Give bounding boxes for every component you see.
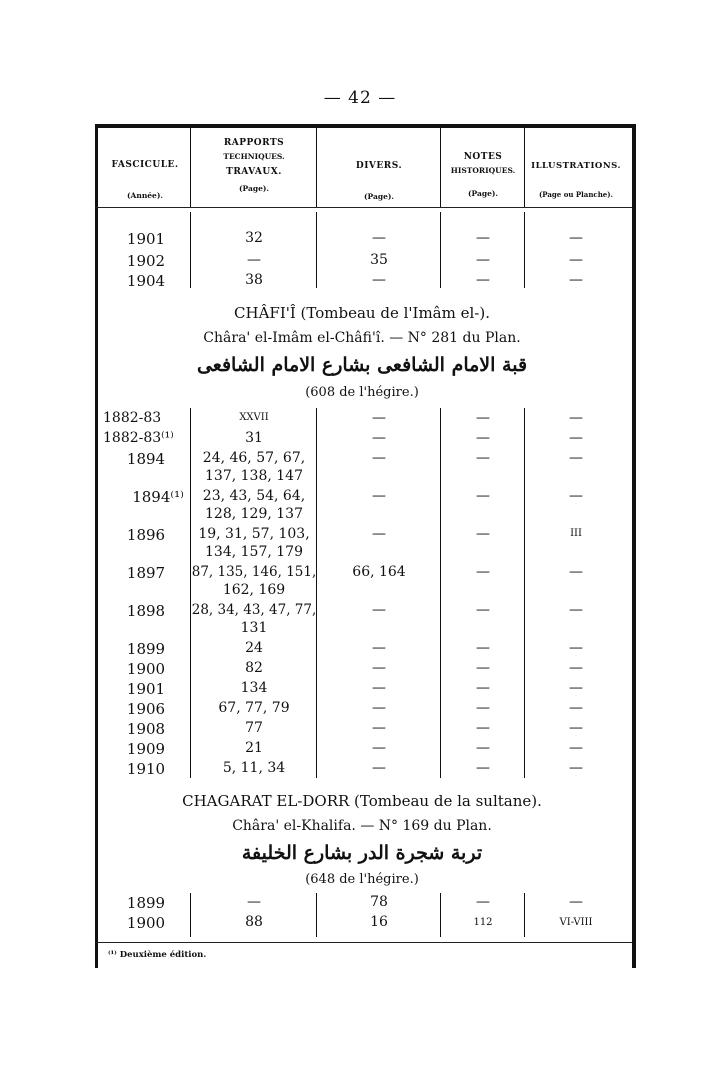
divers-cell: — <box>372 720 386 736</box>
rapports-cell: 38 <box>245 272 263 288</box>
illus-cell: — <box>569 680 583 696</box>
notes-cell: — <box>476 252 490 268</box>
header-rapports-3: TRAVAUX. <box>226 166 282 177</box>
year-cell: 1882-83⁽¹⁾ <box>103 430 174 446</box>
year-cell: 1901 <box>126 680 166 698</box>
notes-cell: — <box>476 760 490 776</box>
notes-cell: — <box>476 720 490 736</box>
rapports-cell: 134 <box>240 680 268 696</box>
illus-cell: — <box>569 430 583 446</box>
page-number: — 42 — <box>323 88 397 108</box>
b3-divider-2 <box>316 893 317 937</box>
b1-divider-3 <box>440 212 441 288</box>
header-divers-sub: (Page). <box>363 191 395 201</box>
rapports-cell-cont: 128, 129, 137 <box>205 506 303 522</box>
year-cell: 1906 <box>126 700 166 718</box>
rapports-cell: 88 <box>245 914 263 930</box>
b1-divider-2 <box>316 212 317 288</box>
illus-cell: — <box>569 640 583 656</box>
header-illus-sub: (Page ou Planche). <box>538 190 613 200</box>
illus-cell: — <box>569 720 583 736</box>
notes-cell: — <box>476 700 490 716</box>
header-divider-2 <box>316 128 317 207</box>
divers-cell: — <box>372 450 386 466</box>
illus-cell: — <box>569 488 583 504</box>
section-arabic-chagarat: تربة شجرة الدر بشارع الخليفة <box>241 842 483 864</box>
rapports-cell: 23, 43, 54, 64, <box>202 488 306 504</box>
notes-cell: — <box>476 488 490 504</box>
divers-cell: — <box>372 680 386 696</box>
b3-divider-1 <box>190 893 191 937</box>
notes-cell: — <box>476 564 490 580</box>
section-title-chagarat: CHAGARAT EL-DORR (Tombeau de la sultane). <box>182 792 542 810</box>
b3-divider-3 <box>440 893 441 937</box>
header-notes-sub: (Page). <box>467 188 499 198</box>
illus-cell: — <box>569 272 583 288</box>
year-cell: 1899 <box>126 894 166 912</box>
divers-cell: 78 <box>370 894 388 910</box>
rapports-cell: XXVII <box>239 412 269 423</box>
section-arabic-chafii: قبة الامام الشافعى بشارع الامام الشافعى <box>196 354 528 376</box>
illus-cell: — <box>569 252 583 268</box>
header-divers <box>318 161 440 201</box>
header-fascicule <box>100 160 190 200</box>
notes-cell: — <box>476 894 490 910</box>
divers-cell: — <box>372 488 386 504</box>
illus-cell: — <box>569 602 583 618</box>
rapports-cell: 19, 31, 57, 103, <box>198 526 310 542</box>
rapports-cell: 5, 11, 34 <box>222 760 286 776</box>
year-cell: 1899 <box>126 640 166 658</box>
rapports-cell-cont: 137, 138, 147 <box>205 468 303 484</box>
notes-cell: — <box>476 272 490 288</box>
header-fascicule-sub: (Année). <box>127 190 163 200</box>
header-illus-label: ILLUSTRATIONS. <box>531 161 621 171</box>
divers-cell: — <box>372 526 386 542</box>
header-rapports-sub: (Page). <box>238 183 270 193</box>
notes-cell: — <box>476 430 490 446</box>
illus-cell: — <box>569 564 583 580</box>
b2-divider-3 <box>440 408 441 778</box>
year-cell: 1898 <box>126 602 166 620</box>
header-rapports-1: RAPPORTS <box>223 138 285 148</box>
section-hegira-chagarat: (648 de l'hégire.) <box>305 872 419 887</box>
section-street-chagarat: Châra' el-Khalifa. — N° 169 du Plan. <box>232 818 492 834</box>
rapports-cell-cont: 131 <box>240 620 268 636</box>
year-cell: 1894 <box>126 450 166 468</box>
section-hegira-chafii: (608 de l'hégire.) <box>305 385 419 400</box>
year-cell: 1896 <box>126 526 166 544</box>
rapports-cell: — <box>247 252 261 268</box>
notes-cell: — <box>476 410 490 426</box>
rapports-cell: 28, 34, 43, 47, 77, <box>191 602 317 618</box>
header-fascicule-label: FASCICULE. <box>111 160 179 170</box>
section-title-chafii: CHÂFI'Î (Tombeau de l'Imâm el-). <box>234 304 490 322</box>
illus-cell: VI-VIII <box>559 917 593 928</box>
year-cell: 1882-83 <box>103 410 162 426</box>
rapports-cell: 21 <box>245 740 263 756</box>
divers-cell: — <box>372 272 386 288</box>
header-divider-4 <box>524 128 525 207</box>
header-notes <box>442 152 524 198</box>
b2-divider-1 <box>190 408 191 778</box>
illus-cell: — <box>569 894 583 910</box>
year-cell: 1894⁽¹⁾ <box>132 488 184 506</box>
rapports-cell: — <box>247 894 261 910</box>
section-street-chafii: Châra' el-Imâm el-Châfi'î. — N° 281 du Plan. <box>203 330 521 346</box>
header-rapports <box>192 138 316 193</box>
header-rapports-2: TECHNIQUES. <box>223 151 285 161</box>
year-cell: 1909 <box>126 740 166 758</box>
divers-cell: — <box>372 700 386 716</box>
header-illustrations <box>526 161 626 200</box>
notes-cell: 112 <box>473 917 493 928</box>
header-notes-2: HISTORIQUES. <box>450 165 516 175</box>
footnote: ⁽¹⁾ Deuxième édition. <box>108 950 207 960</box>
rapports-cell: 24 <box>245 640 263 656</box>
year-cell: 1897 <box>126 564 166 582</box>
illus-cell: — <box>569 410 583 426</box>
illus-cell: — <box>569 660 583 676</box>
header-divider-1 <box>190 128 191 207</box>
divers-cell: — <box>372 660 386 676</box>
header-divider-3 <box>440 128 441 207</box>
notes-cell: — <box>476 640 490 656</box>
notes-cell: — <box>476 450 490 466</box>
illus-cell: — <box>569 230 583 246</box>
year-cell: 1902 <box>126 252 166 270</box>
year-cell: 1904 <box>126 272 166 290</box>
year-cell: 1908 <box>126 720 166 738</box>
divers-cell: — <box>372 640 386 656</box>
illus-cell: — <box>569 700 583 716</box>
rapports-cell: 24, 46, 57, 67, <box>202 450 306 466</box>
illus-cell: — <box>569 740 583 756</box>
year-cell: 1901 <box>126 230 166 248</box>
b1-divider-4 <box>524 212 525 288</box>
header-notes-1: NOTES <box>463 152 503 162</box>
divers-cell: — <box>372 430 386 446</box>
rapports-cell: 31 <box>245 430 263 446</box>
divers-cell: — <box>372 760 386 776</box>
header-divers-label: DIVERS. <box>355 161 403 171</box>
illus-cell: — <box>569 450 583 466</box>
notes-cell: — <box>476 230 490 246</box>
year-cell: 1910 <box>126 760 166 778</box>
header-rule <box>95 207 632 208</box>
divers-cell: — <box>372 230 386 246</box>
b2-divider-4 <box>524 408 525 778</box>
rapports-cell: 82 <box>245 660 263 676</box>
year-cell: 1900 <box>126 914 166 932</box>
divers-cell: — <box>372 740 386 756</box>
notes-cell: — <box>476 526 490 542</box>
notes-cell: — <box>476 602 490 618</box>
b3-divider-4 <box>524 893 525 937</box>
divers-cell: 16 <box>370 914 388 930</box>
illus-cell: III <box>570 528 582 539</box>
divers-cell: — <box>372 410 386 426</box>
b2-divider-2 <box>316 408 317 778</box>
divers-cell: 35 <box>370 252 388 268</box>
rapports-cell-cont: 162, 169 <box>222 582 286 598</box>
b1-divider-1 <box>190 212 191 288</box>
notes-cell: — <box>476 740 490 756</box>
rapports-cell-cont: 134, 157, 179 <box>205 544 303 560</box>
rapports-cell: 32 <box>245 230 263 246</box>
divers-cell: — <box>372 602 386 618</box>
notes-cell: — <box>476 680 490 696</box>
year-cell: 1900 <box>126 660 166 678</box>
notes-cell: — <box>476 660 490 676</box>
illus-cell: — <box>569 760 583 776</box>
divers-cell: 66, 164 <box>352 564 406 580</box>
footnote-rule <box>95 942 632 943</box>
rapports-cell: 87, 135, 146, 151, <box>191 564 317 580</box>
rapports-cell: 77 <box>245 720 263 736</box>
rapports-cell: 67, 77, 79 <box>218 700 290 716</box>
